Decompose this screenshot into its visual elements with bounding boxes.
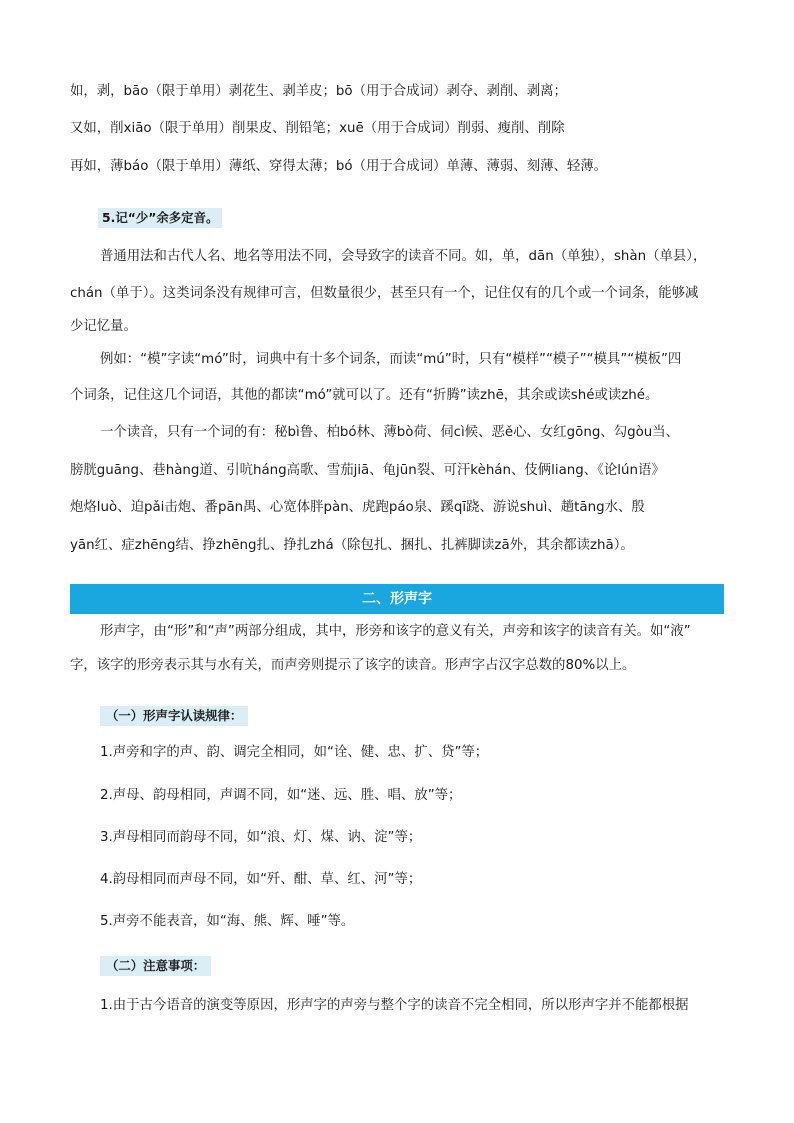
subsection-heading: 5.记“少”余多定音。 [98, 208, 222, 228]
text-line: 形声字，由“形”和“声”两部分组成，其中，形旁和该字的意义有关，声旁和该字的读音有关。如“液” [100, 624, 691, 639]
text-line: 如，剥，bāo（限于单用）剥花生、剥羊皮；bō（用于合成词）剥夺、剥削、剥离； [70, 84, 567, 99]
note-item: 1.由于古今语音的演变等原因，形声字的声旁与整个字的读音不完全相同，所以形声字并不能都根据 [100, 998, 689, 1013]
text-line: chán（单于）。这类词条没有规律可言，但数量很少，甚至只有一个，记住仅有的几个或一个词条，能够减 [70, 286, 699, 301]
rule-item: 2.声母、韵母相同，声调不同，如“迷、远、胜、唱、放”等； [100, 788, 462, 803]
text-line: 普通用法和古代人名、地名等用法不同，会导致字的读音不同。如，单，dān（单独），shàn（单县）， [100, 249, 707, 264]
text-line: 再如，薄báo（限于单用）薄纸、穿得太薄；bó（用于合成词）单薄、薄弱、刻薄、轻薄。 [70, 159, 608, 174]
text-line: yān红、症zhēng结、挣zhēng扎、挣扎zhá（除包扎、捆扎、扎裤脚读zā外，其余都读zhā）。 [70, 538, 634, 553]
text-line: 又如，削xiāo（限于单用）削果皮、削铅笔；xuē（用于合成词）削弱、瘦削、削除 [70, 121, 565, 136]
rules-heading: （一）形声字认读规律： [100, 706, 248, 726]
text-line: 炮烙luò、迫pǎi击炮、番pān禺、心宽体胖pàn、虎跑páo泉、蹊qī跷、游说shuì、趟tāng水、殷 [70, 500, 645, 515]
rule-item: 1.声旁和字的声、韵、调完全相同，如“诠、健、忠、扩、贷”等； [100, 745, 489, 760]
text-line: 字，该字的形旁表示其与水有关，而声旁则提示了该字的读音。形声字占汉字总数的80%以上。 [70, 658, 636, 673]
section-title-bar: 二、形声字 [70, 584, 724, 614]
rule-item: 4.韵母相同而声母不同，如“歼、酣、草、红、河”等； [100, 872, 422, 887]
text-line: 少记忆量。 [70, 319, 137, 334]
text-line: 膀胱guāng、巷hàng道、引吭háng高歌、雪茄jiā、龟jūn裂、可汗kèhán、伎俩liang、《论lún语》 [70, 463, 665, 478]
rule-item: 3.声母相同而韵母不同，如“浪、灯、煤、讷、淀”等； [100, 830, 422, 845]
text-line: 一个读音，只有一个词的有：秘bì鲁、柏bó林、薄bò荷、伺cì候、恶ě心、女红gōng、勾gòu当、 [100, 425, 680, 440]
text-line: 个词条，记住这几个词语，其他的都读“mó”就可以了。还有“折腾”读zhē，其余或读shé或读zhé。 [70, 388, 659, 403]
rule-item: 5.声旁不能表音，如“海、熊、辉、唾”等。 [100, 914, 355, 929]
text-line: 例如：“模”字读“mó”时，词典中有十多个词条，而读“mú”时，只有“模样”“模子”“模具”“模板”四 [100, 352, 682, 367]
notes-heading: （二）注意事项： [100, 956, 211, 976]
